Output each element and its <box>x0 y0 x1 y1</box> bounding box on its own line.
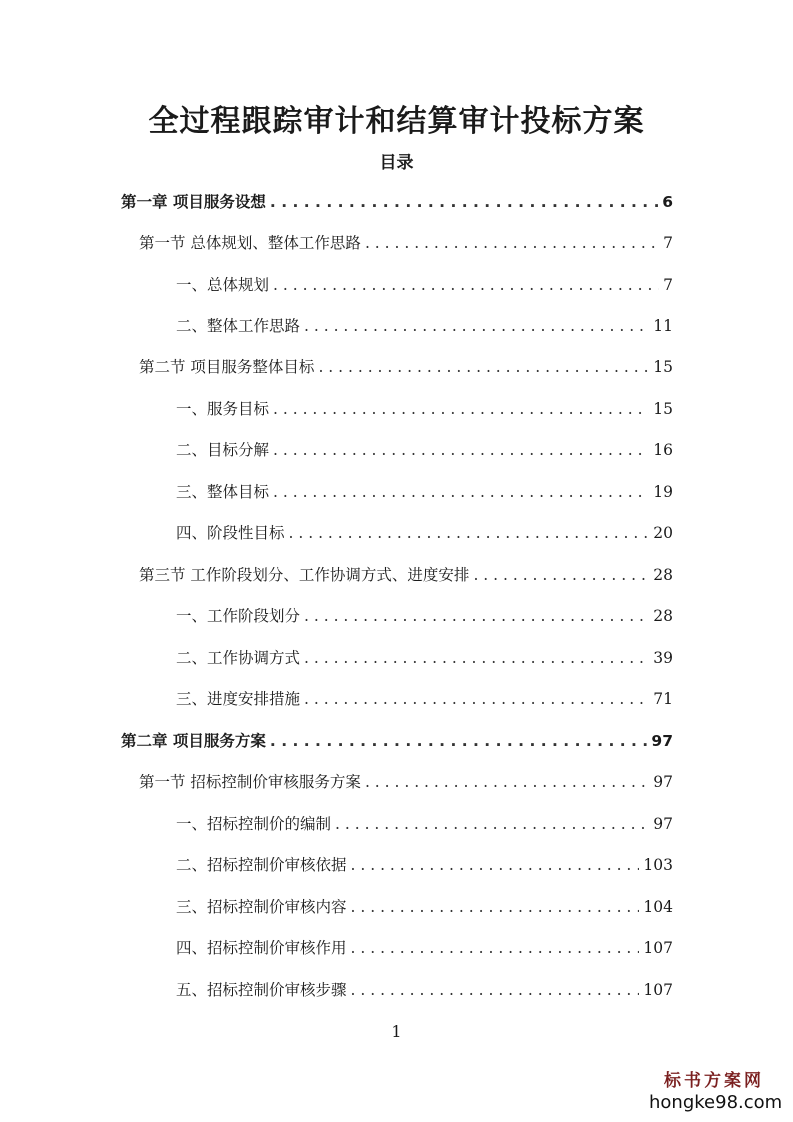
toc-dot-leader <box>273 394 649 424</box>
toc-entry-page: 39 <box>653 649 673 667</box>
toc-entry-page: 28 <box>653 607 673 625</box>
toc-entry-page: 19 <box>653 483 673 501</box>
toc-entry-label: 一、招标控制价的编制 <box>176 815 332 833</box>
toc-dot-leader <box>365 767 649 797</box>
toc-dot-leader <box>273 435 649 465</box>
toc-entry[interactable] <box>176 933 673 963</box>
toc-entry[interactable] <box>176 809 673 839</box>
toc-entry-label: 第一章 项目服务设想 <box>121 193 266 211</box>
toc-entry-label: 第一节 招标控制价审核服务方案 <box>139 773 361 791</box>
toc-entry[interactable] <box>139 560 673 590</box>
toc-entry[interactable] <box>176 518 673 548</box>
toc-entry-page: 97 <box>653 773 673 791</box>
toc-entry-label: 二、目标分解 <box>176 441 270 459</box>
toc-dot-leader <box>318 352 649 382</box>
toc-entry-label: 五、招标控制价审核步骤 <box>176 981 347 999</box>
toc-dot-leader <box>289 518 650 548</box>
toc-entry[interactable] <box>176 892 673 922</box>
toc-dot-leader <box>473 560 649 590</box>
toc-entry-label: 二、工作协调方式 <box>176 649 301 667</box>
toc-entry-label: 三、招标控制价审核内容 <box>176 898 347 916</box>
toc-entry[interactable] <box>176 477 673 507</box>
toc-entry-label: 一、工作阶段划分 <box>176 607 301 625</box>
toc-entry[interactable] <box>139 228 673 258</box>
toc-entry-page: 20 <box>653 524 673 542</box>
watermark-url: hongke98.com <box>649 1092 783 1113</box>
toc-dot-leader <box>365 228 659 258</box>
toc-entry-page: 103 <box>643 856 673 874</box>
toc-heading: 目录 <box>379 153 414 173</box>
toc-entry-label: 第二章 项目服务方案 <box>121 732 266 750</box>
toc-entry-page: 6 <box>662 193 673 211</box>
toc-dot-leader <box>273 477 649 507</box>
watermark-name: 标书方案网 <box>664 1071 764 1091</box>
toc-entry-label: 第一节 总体规划、整体工作思路 <box>139 234 361 252</box>
toc-entry-page: 7 <box>663 234 673 252</box>
toc-dot-leader <box>270 187 658 217</box>
toc-entry[interactable] <box>139 352 673 382</box>
toc-entry[interactable] <box>176 643 673 673</box>
toc-entry[interactable] <box>176 684 673 714</box>
toc-entry[interactable] <box>176 601 673 631</box>
toc-dot-leader <box>273 270 659 300</box>
toc-entry-page: 104 <box>643 898 673 916</box>
toc-entry-label: 四、招标控制价审核作用 <box>176 939 347 957</box>
toc-entry-label: 第三节 工作阶段划分、工作协调方式、进度安排 <box>139 566 470 584</box>
toc-entry[interactable] <box>121 726 673 756</box>
toc-entry-label: 三、整体目标 <box>176 483 270 501</box>
toc-entry-label: 一、总体规划 <box>176 276 270 294</box>
toc-entry-page: 107 <box>643 939 673 957</box>
toc-entry-page: 15 <box>653 400 673 418</box>
toc-entry-page: 97 <box>653 815 673 833</box>
toc-entry-page: 7 <box>663 276 673 294</box>
toc-entry-page: 97 <box>651 732 673 750</box>
toc-entry[interactable] <box>176 311 673 341</box>
toc-dot-leader <box>304 601 649 631</box>
toc-dot-leader <box>304 311 649 341</box>
toc-dot-leader <box>304 684 649 714</box>
toc-entry-page: 15 <box>653 358 673 376</box>
toc-entry[interactable] <box>176 394 673 424</box>
toc-entry[interactable] <box>176 435 673 465</box>
toc-dot-leader <box>351 933 640 963</box>
toc-dot-leader <box>335 809 649 839</box>
toc-entry-page: 28 <box>653 566 673 584</box>
toc-dot-leader <box>351 975 640 1005</box>
toc-entry-label: 二、整体工作思路 <box>176 317 301 335</box>
toc-entry[interactable] <box>139 767 673 797</box>
toc-entry-label: 二、招标控制价审核依据 <box>176 856 347 874</box>
toc-dot-leader <box>304 643 649 673</box>
document-title: 全过程跟踪审计和结算审计投标方案 <box>148 104 645 139</box>
toc-dot-leader <box>270 726 648 756</box>
toc-entry-label: 四、阶段性目标 <box>176 524 285 542</box>
toc-entry[interactable] <box>176 975 673 1005</box>
toc-entry-label: 三、进度安排措施 <box>176 690 301 708</box>
page-number: 1 <box>391 1022 402 1041</box>
toc-entry[interactable] <box>121 187 673 217</box>
toc-entry-page: 11 <box>653 317 673 335</box>
toc-entry-page: 107 <box>643 981 673 999</box>
toc-entry-label: 第二节 项目服务整体目标 <box>139 358 315 376</box>
toc-dot-leader <box>351 892 640 922</box>
toc-entry-page: 16 <box>653 441 673 459</box>
toc-dot-leader <box>351 850 640 880</box>
toc-entry-label: 一、服务目标 <box>176 400 270 418</box>
toc-entry[interactable] <box>176 270 673 300</box>
watermark <box>649 1070 783 1114</box>
toc-entry[interactable] <box>176 850 673 880</box>
toc-entry-page: 71 <box>653 690 673 708</box>
